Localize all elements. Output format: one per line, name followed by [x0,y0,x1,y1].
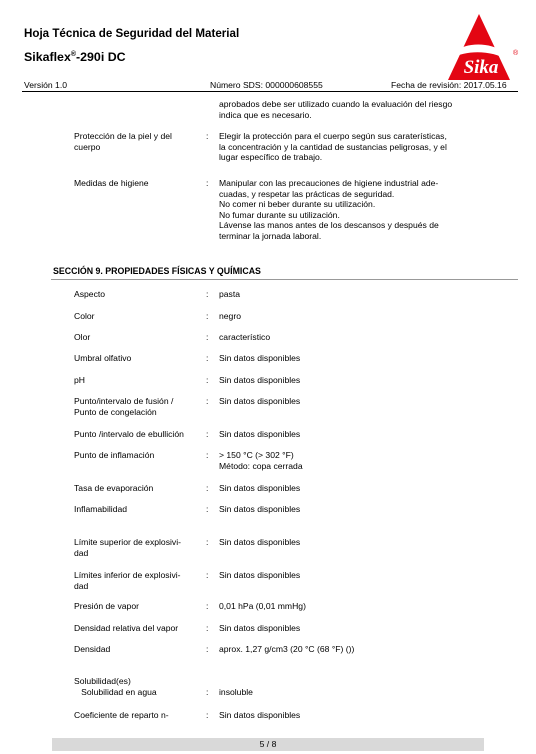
property-value: aprox. 1,27 g/cm3 (20 °C (68 °F) ()) [219,644,355,654]
footer-bar [52,738,484,751]
hygiene-colon: : [206,178,209,188]
property-value: Sin datos disponibles [219,537,301,547]
property-label: Densidad [74,644,111,654]
property-value: Sin datos disponibles [219,483,301,493]
section-divider [51,279,518,280]
hygiene-value: Manipular con las precauciones de higiene industrial ade- cuadas, y respetar las prácticas de seguridad. No comer ni beber durante su utilización. No fumar durante su utilización. Lávense las manos antes de los descansos y después de terminar la jornada laboral. [219,178,439,241]
hygiene-label: Medidas de higiene [74,178,149,188]
property-label: Tasa de evaporación [74,483,154,493]
sds-number: Número SDS: 000000608555 [210,80,323,90]
property-colon: : [206,396,209,406]
property-value: > 150 °C (> 302 °F) Método: copa cerrada [219,450,303,471]
skin-protection-colon: : [206,131,209,141]
property-label: Olor [74,332,91,342]
property-colon: : [206,537,209,547]
property-label: Límite superior de explosivi- dad [74,537,181,558]
property-colon: : [206,450,209,460]
page-number: 5 / 8 [259,739,277,749]
section-heading: SECCIÓN 9. PROPIEDADES FÍSICAS Y QUÍMICAS [53,266,261,276]
property-colon: : [206,623,209,633]
property-value: negro [219,311,241,321]
skin-protection-label: Protección de la piel y del cuerpo [74,131,172,152]
property-colon: : [206,483,209,493]
sika-logo [447,12,521,82]
property-label: Densidad relativa del vapor [74,623,179,633]
property-label: pH [74,375,85,385]
product-name-base: Sikaflex [24,50,71,64]
property-label: Solubilidad en agua [74,687,157,697]
property-label: Color [74,311,95,321]
property-colon: : [206,332,209,342]
property-value: Sin datos disponibles [219,504,301,514]
property-label: Umbral olfativo [74,353,132,363]
property-colon: : [206,570,209,580]
property-value: característico [219,332,271,342]
property-colon: : [206,601,209,611]
logo-wordmark: Sika [463,57,499,78]
property-colon: : [206,353,209,363]
property-colon: : [206,504,209,514]
property-label: Coeficiente de reparto n- [74,710,169,720]
revision-date: Fecha de revisión: 2017.05.16 [391,80,507,90]
property-label: Aspecto [74,289,106,299]
property-value: Sin datos disponibles [219,570,301,580]
logo-registered-mark: ® [513,50,519,57]
property-colon: : [206,687,209,697]
property-label: Punto de inflamación [74,450,155,460]
property-value: pasta [219,289,241,299]
property-colon: : [206,289,209,299]
header-divider [22,91,518,92]
product-name [24,50,126,64]
property-colon: : [206,311,209,321]
property-label: Presión de vapor [74,601,139,611]
property-label: Punto/intervalo de fusión / Punto de congelación [74,396,174,417]
property-label: Inflamabilidad [74,504,128,514]
property-value: insoluble [219,687,253,697]
property-value: Sin datos disponibles [219,429,301,439]
property-colon: : [206,429,209,439]
version-label: Versión 1.0 [24,80,67,90]
property-value: 0,01 hPa (0,01 mmHg) [219,601,306,611]
property-label: Límites inferior de explosivi- dad [74,570,181,591]
property-value: Sin datos disponibles [219,396,301,406]
property-value: Sin datos disponibles [219,353,301,363]
property-value: Sin datos disponibles [219,623,301,633]
property-colon: : [206,375,209,385]
continuation-text: aprobados debe ser utilizado cuando la evaluación del riesgo indica que es necesario. [219,99,453,120]
registered-mark: ® [70,51,77,58]
product-name-suffix: -290i DC [76,50,126,64]
skin-protection-value: Elegir la protección para el cuerpo según sus caraterísticas, la concentración y la cantidad de sustancias peligrosas, y el lugar específico de trabajo. [219,131,447,163]
property-label: Punto /intervalo de ebullición [74,429,184,439]
property-colon: : [206,710,209,720]
property-colon: : [206,644,209,654]
property-value: Sin datos disponibles [219,710,301,720]
document-title: Hoja Técnica de Seguridad del Material [24,27,240,40]
property-group-label: Solubilidad(es) [74,676,131,686]
property-value: Sin datos disponibles [219,375,301,385]
